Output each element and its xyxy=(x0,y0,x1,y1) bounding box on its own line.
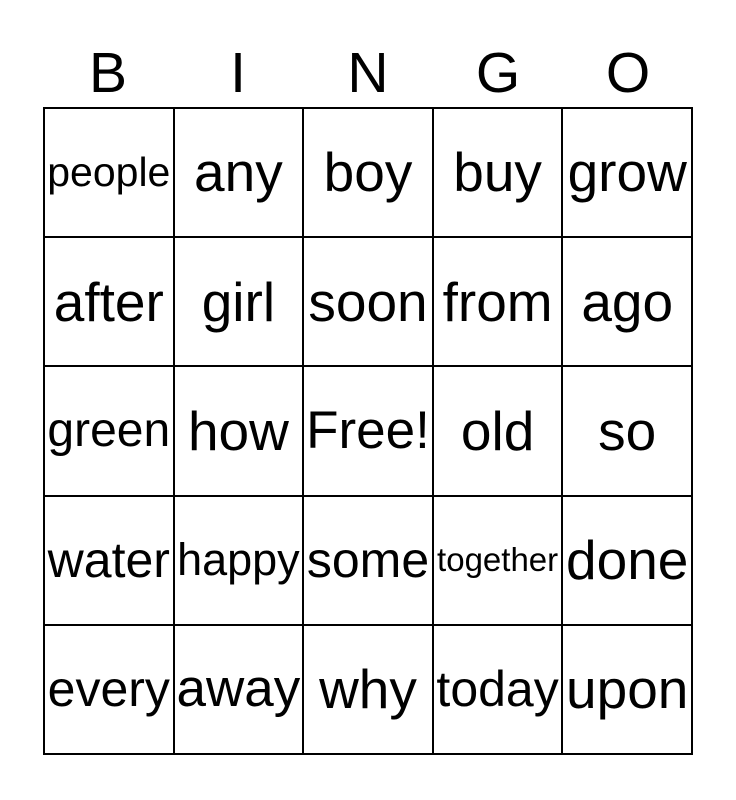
bingo-cell-r4c1[interactable] xyxy=(174,625,304,754)
cell-word: ago xyxy=(581,270,674,333)
cell-word: people xyxy=(47,149,171,196)
cell-word: Free! xyxy=(306,400,430,460)
cell-word: buy xyxy=(453,141,542,204)
cell-word: from xyxy=(442,270,553,333)
bingo-cell-r0c3[interactable] xyxy=(433,108,563,237)
bingo-cell-r1c3[interactable] xyxy=(433,237,563,366)
bingo-cell-r3c0[interactable] xyxy=(44,496,174,625)
bingo-cell-r0c4[interactable] xyxy=(562,108,692,237)
bingo-cell-r4c3[interactable] xyxy=(433,625,563,754)
bingo-cell-r2c1[interactable] xyxy=(174,366,304,495)
bingo-cell-r0c2[interactable] xyxy=(303,108,433,237)
bingo-cell-r4c2[interactable] xyxy=(303,625,433,754)
bingo-title-row xyxy=(43,40,693,106)
cell-word: boy xyxy=(323,141,413,204)
cell-word: girl xyxy=(201,270,276,333)
cell-word: every xyxy=(47,660,170,717)
cell-word: water xyxy=(47,531,170,588)
cell-word: after xyxy=(53,270,164,333)
cell-word: done xyxy=(566,528,689,591)
bingo-cell-r3c3[interactable] xyxy=(433,496,563,625)
cell-word: any xyxy=(194,141,283,204)
bingo-title-letter-b: B xyxy=(88,40,128,105)
bingo-cell-r3c1[interactable] xyxy=(174,496,304,625)
bingo-cell-r4c0[interactable] xyxy=(44,625,174,754)
bingo-grid xyxy=(43,107,693,755)
cell-word: some xyxy=(306,531,430,588)
cell-word: soon xyxy=(308,270,428,333)
bingo-cell-r1c0[interactable] xyxy=(44,237,174,366)
cell-word: old xyxy=(460,399,535,462)
bingo-title-letter-o: O xyxy=(605,40,651,105)
bingo-cell-r3c2[interactable] xyxy=(303,496,433,625)
bingo-title-letter-n: N xyxy=(347,40,389,105)
bingo-cell-r0c1[interactable] xyxy=(174,108,304,237)
bingo-title-letter-i: I xyxy=(230,40,246,105)
cell-word: happy xyxy=(177,534,300,586)
bingo-cell-r4c4[interactable] xyxy=(562,625,692,754)
bingo-cell-r2c4[interactable] xyxy=(562,366,692,495)
bingo-cell-r1c2[interactable] xyxy=(303,237,433,366)
bingo-title-letter-g: G xyxy=(475,40,521,105)
bingo-cell-r3c4[interactable] xyxy=(562,496,692,625)
cell-word: why xyxy=(319,658,417,721)
bingo-cell-r2c0[interactable] xyxy=(44,366,174,495)
cell-word: green xyxy=(47,403,171,457)
cell-word: away xyxy=(176,659,301,719)
cell-word: upon xyxy=(566,658,689,721)
bingo-cell-r1c1[interactable] xyxy=(174,237,304,366)
free-space-cell[interactable] xyxy=(303,366,433,495)
bingo-cell-r1c4[interactable] xyxy=(562,237,692,366)
cell-word: so xyxy=(598,399,657,462)
cell-word: together xyxy=(437,541,559,579)
cell-word: today xyxy=(436,660,559,717)
bingo-cell-r2c3[interactable] xyxy=(433,366,563,495)
cell-word: grow xyxy=(567,141,687,204)
bingo-cell-r0c0[interactable] xyxy=(44,108,174,237)
cell-word: how xyxy=(187,399,289,462)
